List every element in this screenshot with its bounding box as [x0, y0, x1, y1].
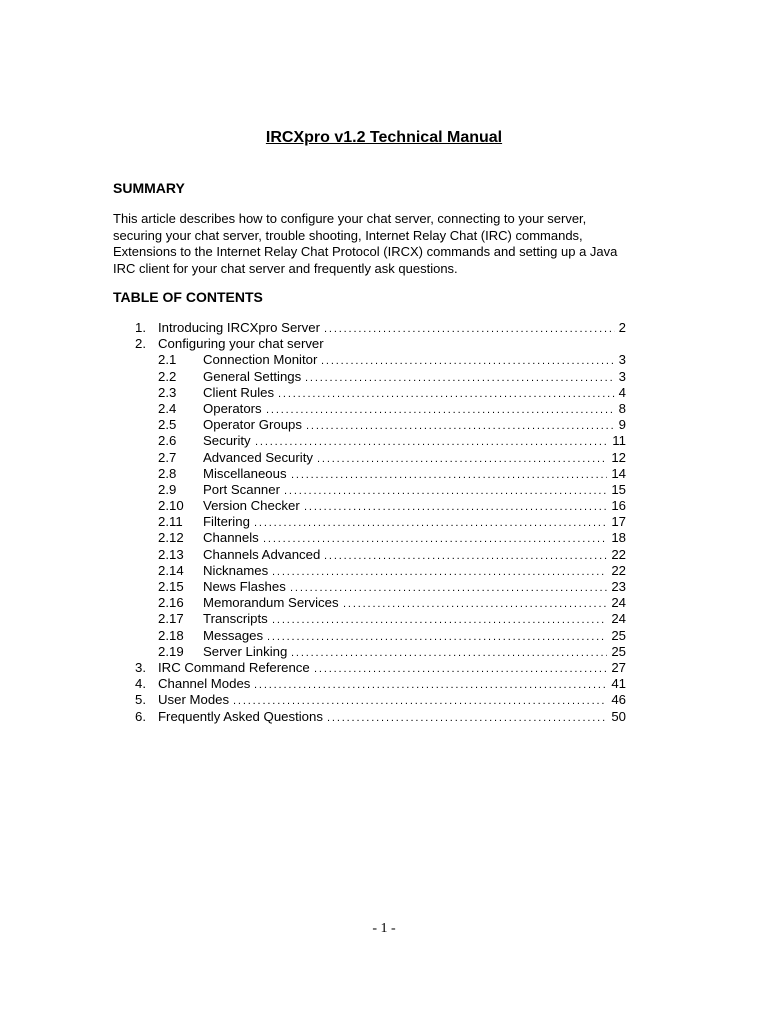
toc-entry [0, 595, 768, 611]
toc-entry-number: 2.17 [158, 611, 184, 627]
toc-entry-page: 23 [611, 579, 626, 594]
toc-entry [0, 482, 768, 498]
toc-entry-title: Port Scanner [203, 481, 280, 497]
table-of-contents [0, 320, 768, 725]
toc-entry-page: 16 [611, 498, 626, 514]
toc-entry-number: 5. [135, 692, 146, 708]
toc-entry-number: 2.5 [158, 417, 177, 433]
toc-entry [0, 644, 768, 660]
toc-entry-number: 2.3 [158, 384, 177, 400]
toc-dot-leader [272, 563, 607, 579]
toc-entry [0, 547, 768, 563]
toc-entry-page: 4 [618, 384, 626, 400]
toc-entry-title: Client Rules [203, 384, 275, 400]
toc-entry [0, 433, 768, 449]
toc-entry-number: 2.9 [158, 481, 177, 497]
toc-dot-leader [267, 628, 607, 644]
toc-entry-title: Connection Monitor [203, 352, 318, 368]
summary-paragraph [113, 211, 658, 277]
toc-entry-number: 2.2 [158, 368, 177, 384]
toc-entry-number: 2.4 [158, 400, 177, 416]
toc-entry-page: 3 [618, 352, 626, 368]
toc-entry-page: 12 [611, 449, 626, 465]
toc-dot-leader [306, 417, 615, 433]
toc-entry-title: Configuring your chat server [158, 336, 324, 352]
toc-entry-number: 2.19 [158, 643, 184, 659]
toc-entry-title: Channel Modes [158, 676, 251, 692]
toc-entry-page: 9 [618, 417, 626, 433]
toc-entry-page: 27 [611, 659, 626, 675]
summary-line: securing your chat server, trouble shooting, Internet Relay Chat (IRC) commands, [113, 227, 583, 243]
toc-entry-number: 6. [135, 708, 146, 724]
toc-entry-title: Operator Groups [203, 417, 302, 433]
toc-entry-page: 15 [611, 481, 626, 497]
toc-entry-title: Server Linking [203, 643, 288, 659]
toc-entry-title: General Settings [203, 368, 302, 384]
toc-dot-leader [327, 709, 607, 725]
toc-entry [0, 579, 768, 595]
toc-entry [0, 450, 768, 466]
summary-heading: SUMMARY [113, 180, 185, 196]
toc-dot-leader [255, 433, 608, 449]
toc-entry-page: 24 [611, 611, 626, 627]
toc-entry-number: 1. [135, 320, 146, 335]
toc-entry-title: Messages [203, 627, 264, 643]
toc-entry-page: 25 [611, 627, 626, 643]
toc-entry [0, 352, 768, 368]
toc-dot-leader [254, 514, 607, 530]
toc-entry-number: 2.11 [158, 514, 183, 530]
toc-dot-leader [291, 644, 607, 660]
document-title: IRCXpro v1.2 Technical Manual [265, 129, 503, 146]
toc-entry-number: 3. [135, 659, 146, 675]
toc-entry-number: 2.8 [158, 465, 177, 481]
toc-entry-number: 2.16 [158, 595, 184, 611]
toc-entry [0, 401, 768, 417]
toc-entry [0, 611, 768, 627]
toc-entry-number: 2.12 [158, 530, 184, 546]
toc-entry-page: 22 [611, 562, 626, 578]
toc-dot-leader [324, 320, 615, 336]
toc-dot-leader [291, 466, 607, 482]
toc-entry-number: 4. [135, 676, 146, 692]
toc-entry-page: 24 [611, 595, 626, 611]
toc-dot-leader [278, 385, 615, 401]
toc-entry-title: Channels [203, 530, 259, 546]
toc-entry-page: 41 [611, 676, 626, 692]
toc-dot-leader [284, 482, 607, 498]
toc-entry [0, 676, 768, 692]
toc-entry [0, 563, 768, 579]
toc-entry-title: User Modes [158, 692, 230, 708]
toc-entry-page: 11 [612, 433, 626, 449]
toc-dot-leader [304, 498, 607, 514]
toc-dot-leader [290, 579, 607, 595]
toc-entry-title: Advanced Security [203, 449, 313, 465]
toc-entry-title: IRC Command Reference [158, 659, 310, 675]
toc-entry [0, 660, 768, 676]
toc-entry-number: 2.7 [158, 449, 177, 465]
toc-dot-leader [233, 692, 607, 708]
toc-dot-leader [321, 352, 615, 368]
toc-dot-leader [317, 450, 607, 466]
toc-entry [0, 692, 768, 708]
toc-entry-title: Nicknames [203, 562, 269, 578]
toc-entry [0, 385, 768, 401]
page-number-footer: - 1 - [372, 921, 396, 936]
toc-entry-title: Miscellaneous [203, 465, 287, 481]
toc-entry-number: 2.13 [158, 546, 184, 562]
toc-entry-page: 46 [611, 692, 626, 708]
toc-entry-page: 25 [611, 643, 626, 659]
toc-entry-page: 3 [618, 368, 626, 384]
toc-entry-number: 2.6 [158, 433, 177, 449]
toc-entry [0, 336, 768, 352]
toc-entry-title: Memorandum Services [203, 595, 339, 611]
toc-dot-leader [263, 530, 607, 546]
toc-entry-number: 2.15 [158, 579, 184, 594]
toc-entry [0, 320, 768, 336]
summary-line: This article describes how to configure your chat server, connecting to your server, [113, 211, 587, 226]
toc-entry-title: Frequently Asked Questions [158, 708, 323, 724]
toc-entry [0, 514, 768, 530]
toc-dot-leader [254, 676, 607, 692]
toc-entry-title: Operators [203, 400, 262, 416]
toc-entry [0, 709, 768, 725]
toc-dot-leader [266, 401, 615, 417]
toc-dot-leader [305, 369, 615, 385]
toc-entry-page: 18 [611, 530, 626, 546]
toc-entry [0, 628, 768, 644]
toc-entry-number: 2.14 [158, 562, 184, 578]
toc-entry-page: 2 [618, 320, 626, 335]
toc-entry-title: Filtering [203, 514, 250, 530]
toc-entry [0, 417, 768, 433]
toc-entry [0, 369, 768, 385]
toc-entry-page: 22 [611, 546, 626, 562]
toc-entry-title: Security [203, 433, 251, 449]
toc-entry-number: 2.10 [158, 498, 184, 514]
toc-entry-title: Introducing IRCXpro Server [158, 320, 320, 335]
toc-entry-title: Transcripts [203, 611, 268, 627]
toc-entry-number: 2. [135, 336, 146, 352]
toc-entry-page: 17 [611, 514, 626, 530]
toc-dot-leader [324, 547, 607, 563]
toc-dot-leader [272, 611, 607, 627]
toc-dot-leader [343, 595, 607, 611]
toc-entry-number: 2.1 [158, 352, 177, 368]
toc-entry [0, 466, 768, 482]
toc-heading: TABLE OF CONTENTS [113, 289, 263, 305]
toc-entry-title: Channels Advanced [203, 546, 321, 562]
toc-dot-leader [314, 660, 607, 676]
toc-entry-page: 8 [618, 400, 626, 416]
toc-entry-page: 14 [611, 465, 626, 481]
toc-entry [0, 530, 768, 546]
summary-line: IRC client for your chat server and frequently ask questions. [113, 260, 458, 276]
toc-entry-page: 50 [611, 708, 626, 724]
toc-entry [0, 498, 768, 514]
toc-entry-title: Version Checker [203, 498, 300, 514]
summary-line: Extensions to the Internet Relay Chat Protocol (IRCX) commands and setting up a Java [113, 244, 618, 259]
toc-entry-title: News Flashes [203, 579, 286, 594]
toc-entry-number: 2.18 [158, 627, 184, 643]
